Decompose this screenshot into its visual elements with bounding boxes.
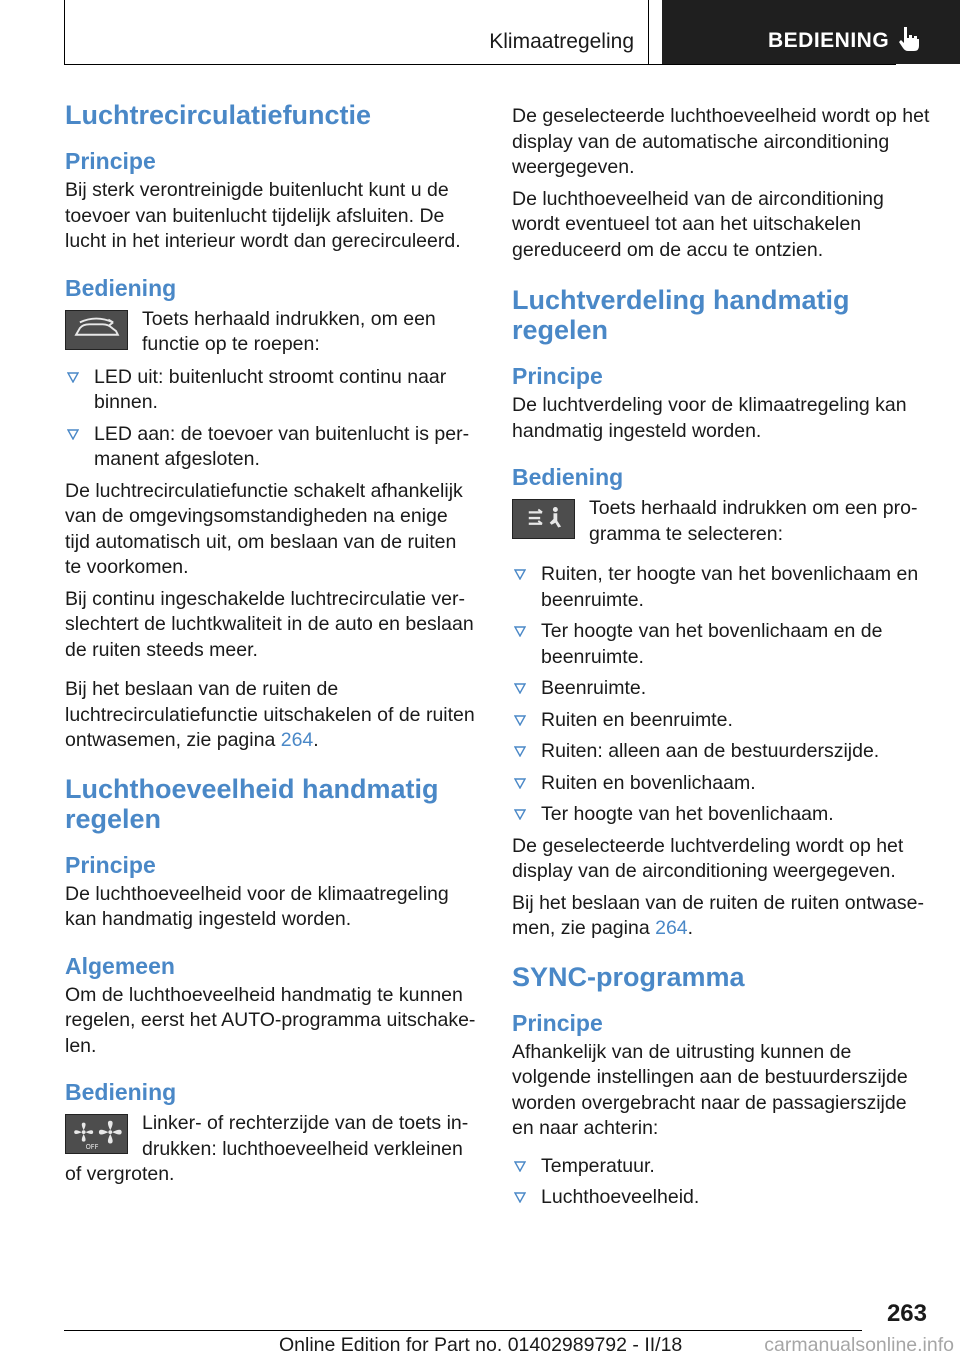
paragraph: Bij het beslaan van de ruiten de luchtrecirculatiefunctie uitschakelen of de ruiten ontwasemen, zie pagina 264. <box>65 678 475 751</box>
paragraph: De luchtverdeling voor de klimaatregeling kan handmatig ingesteld worden. <box>512 394 907 442</box>
page-link[interactable]: 264 <box>280 729 314 751</box>
list-item: Temperatuur. <box>512 1154 930 1180</box>
distribution-list <box>512 562 930 828</box>
header-section-box <box>64 0 649 64</box>
paragraph: Bij sterk verontreinigde buitenlucht kunt u de toevoer van buitenlucht tijdelijk afsluiten. De lucht in het interieur wordt dan gerecirculeerd. <box>65 179 461 252</box>
triangle-bullet-icon <box>514 1161 526 1172</box>
page-number: 263 <box>886 1300 927 1327</box>
recirculation-list <box>65 365 477 473</box>
section-title: Luchtverdeling handmatig regelen <box>512 285 850 345</box>
subsection-title-bediening: Bediening <box>65 1079 177 1105</box>
triangle-bullet-icon <box>514 683 526 694</box>
svg-text:OFF: OFF <box>85 1143 99 1152</box>
paragraph: De geselecteerde luchthoeveelheid wordt op het display van de automatische airconditioning weergegeven. <box>512 105 930 178</box>
subsection-title-principe: Principe <box>65 851 156 878</box>
paragraph: Bij het beslaan van de ruiten de ruiten ontwasemen, zie pagina 264. <box>512 891 924 939</box>
triangle-bullet-icon <box>514 746 526 757</box>
button-instruction <box>65 1111 477 1188</box>
button-instruction-text: Linker- of rechterzijde van de toets indrukken: luchthoeveelheid verkleinen of vergroten. <box>65 1112 469 1185</box>
subsection-bediening-2 <box>65 1079 477 1188</box>
air-distribution-icon <box>513 500 574 538</box>
left-column <box>65 100 477 1208</box>
list-item: LED uit: buitenlucht stroomt continu naar binnen. <box>65 365 477 416</box>
header-rule <box>64 64 896 65</box>
subsection-title-bediening: Bediening <box>512 464 624 490</box>
distribution-button-image <box>512 499 575 539</box>
header-chapter-title: BEDIENING <box>768 29 890 52</box>
triangle-bullet-icon <box>514 809 526 820</box>
list-item: Beenruimte. <box>512 676 930 702</box>
subsection-algemeen <box>65 953 477 1060</box>
button-instruction <box>65 307 477 359</box>
triangle-bullet-icon <box>67 429 79 440</box>
triangle-bullet-icon <box>514 715 526 726</box>
page-link[interactable]: 264 <box>655 917 688 939</box>
subsection-title-algemeen: Algemeen <box>65 952 175 979</box>
triangle-bullet-icon <box>67 372 79 383</box>
section-luchtverdeling <box>512 285 930 444</box>
header-section-title: Klimaatregeling <box>489 30 634 53</box>
section-luchtrecirculatie <box>65 100 477 255</box>
section-title: Luchthoeveelheid handmatig regelen <box>65 773 439 834</box>
recirculation-button-image <box>65 310 128 350</box>
subsection-title-principe: Principe <box>65 148 156 174</box>
paragraph: De luchthoeveelheid voor de klimaatregeling kan handmatig ingesteld worden. <box>65 882 449 930</box>
list-item: Ruiten en beenruimte. <box>512 708 930 734</box>
paragraph: Afhankelijk van de uitrusting kunnen de volgende instellingen aan de bestuurderszijde worden overgebracht naar de passagierszijde en naar achterin: <box>512 1040 908 1139</box>
paragraph: Om de luchthoeveelheid handmatig te kunnen regelen, eerst het AUTO-programma uitschakelen. <box>65 983 476 1057</box>
section-luchthoeveelheid <box>65 774 477 933</box>
subsection-bediening <box>65 275 477 754</box>
list-item: LED aan: de toevoer van buitenlucht is permanent afgesloten. <box>65 422 477 473</box>
footer-edition: Online Edition for Part no. 01402989792 - II/18 <box>279 1334 683 1356</box>
paragraph: Bij continu ingeschakelde luchtrecirculatie verslechtert de luchtkwaliteit in de auto en beslaan de ruiten steeds meer. <box>65 587 474 661</box>
list-item: Luchthoeveelheid. <box>512 1185 930 1211</box>
list-item: Ruiten, ter hoogte van het bovenlichaam en beenruimte. <box>512 562 930 613</box>
fan-speed-icon <box>66 1115 127 1153</box>
footer-rule <box>64 1330 862 1331</box>
right-column <box>512 104 930 1231</box>
list-item: Ter hoogte van het bovenlichaam. <box>512 802 930 828</box>
paragraph: De luchtrecirculatiefunctie schakelt afhankelijk van de omgevingsomstandigheden na enige tijd automatisch uit, om beslaan van de ruiten te voorkomen. <box>65 479 463 578</box>
section-title: SYNC-programma <box>512 961 745 992</box>
section-title: Luchtrecirculatiefunctie <box>65 100 372 130</box>
header-chapter-box <box>662 0 960 64</box>
recirculation-car-icon <box>66 311 127 349</box>
section-sync <box>512 962 930 1211</box>
list-item: Ruiten en bovenlichaam. <box>512 771 930 797</box>
list-item: Ruiten: alleen aan de bestuurderszijde. <box>512 739 930 765</box>
footer-watermark: carmanualsonline.info <box>764 1334 954 1356</box>
hand-pointer-icon <box>895 24 925 54</box>
button-instruction-text: Toets herhaald indrukken, om een functie op te roepen: <box>142 307 436 355</box>
paragraph: De geselecteerde luchtverdeling wordt op het display van de airconditioning weergegeven. <box>512 834 904 882</box>
triangle-bullet-icon <box>514 1192 526 1203</box>
subsection-title-bediening: Bediening <box>65 274 177 301</box>
list-item: Ter hoogte van het bovenlichaam en de beenruimte. <box>512 619 930 670</box>
subsection-title-principe: Principe <box>512 1009 603 1036</box>
subsection-title-principe: Principe <box>512 363 603 389</box>
triangle-bullet-icon <box>514 569 526 580</box>
fan-button-image <box>65 1114 128 1154</box>
triangle-bullet-icon <box>514 626 526 637</box>
subsection-bediening-3 <box>512 464 930 942</box>
button-instruction <box>512 496 930 548</box>
sync-list <box>512 1154 930 1211</box>
button-instruction-text: Toets herhaald indrukken om een programma te selecteren: <box>589 497 918 545</box>
paragraph: De luchthoeveelheid van de airconditioning wordt eventueel tot aan het uitschakelen gereduceerd om de accu te ontzien. <box>512 187 884 261</box>
triangle-bullet-icon <box>514 778 526 789</box>
